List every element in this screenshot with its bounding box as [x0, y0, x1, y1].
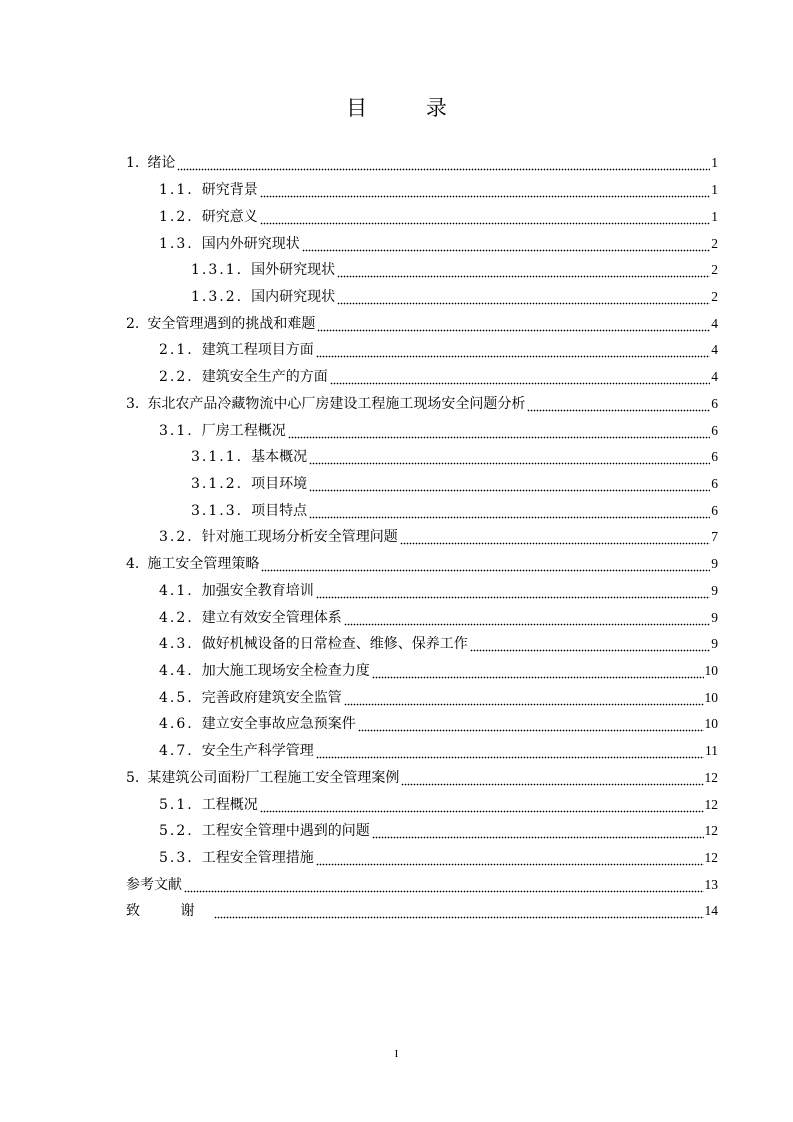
toc-entry-page: 12	[704, 796, 718, 812]
toc-entry[interactable]	[126, 631, 718, 658]
toc-entry[interactable]	[126, 444, 718, 471]
toc-entry-number: 3.2.	[159, 529, 194, 546]
toc-entry-title	[126, 395, 527, 413]
toc-dot-leader	[470, 637, 711, 655]
toc-entry[interactable]	[126, 177, 718, 204]
toc-entry[interactable]	[126, 845, 718, 872]
toc-entry-page: 13	[704, 876, 718, 892]
toc-entry-text: 建筑安全生产的方面	[201, 369, 328, 386]
toc-entry-number: 5.1.	[159, 796, 194, 813]
toc-entry-title	[159, 796, 260, 814]
toc-entry-page: 6	[711, 449, 718, 465]
toc-entry-text: 项目环境	[251, 475, 308, 492]
toc-entry[interactable]	[126, 337, 718, 364]
toc-entry-text: 国内外研究现状	[201, 235, 300, 252]
toc-dot-leader	[316, 744, 704, 762]
toc-entry-title	[159, 235, 302, 253]
toc-entry-title	[191, 448, 309, 466]
toc-entry-page: 10	[704, 663, 718, 679]
toc-entry-number: 1.1.	[159, 182, 194, 199]
toc-dot-leader	[344, 611, 711, 629]
toc-dot-leader	[400, 530, 711, 548]
toc-entry-text: 研究意义	[201, 208, 258, 225]
toc-entry-text: 安全管理遇到的挑战和难题	[147, 315, 316, 332]
toc-dot-leader	[337, 290, 710, 308]
toc-dot-leader	[372, 824, 704, 842]
toc-entry-title	[159, 662, 372, 680]
toc-entry-page: 4	[711, 315, 718, 331]
toc-entry-text: 完善政府建筑安全监管	[201, 689, 342, 706]
toc-dot-leader	[372, 664, 704, 682]
toc-entry[interactable]	[126, 203, 718, 230]
toc-entry-page: 2	[711, 262, 718, 278]
toc-entry-title	[159, 181, 260, 199]
toc-entry-number: 4.2.	[159, 609, 194, 626]
toc-entry-number: 4.3.	[159, 636, 194, 653]
toc-entry[interactable]	[126, 684, 718, 711]
toc-entry-number: 3.	[126, 395, 140, 412]
toc-entry-text: 工程概况	[201, 796, 258, 813]
toc-entry[interactable]	[126, 818, 718, 845]
toc-dot-leader	[344, 691, 704, 709]
toc-entry-title	[126, 555, 261, 573]
toc-entry-text: 基本概况	[251, 449, 308, 466]
toc-entry-title	[191, 502, 309, 520]
toc-dot-leader	[330, 370, 711, 388]
toc-entry[interactable]	[126, 390, 718, 417]
toc-dot-leader	[184, 878, 704, 896]
toc-entry-text: 施工安全管理策略	[147, 556, 260, 573]
toc-entry-number: 4.5.	[159, 689, 194, 706]
toc-entry-number: 4.1.	[159, 582, 194, 599]
toc-dot-leader	[177, 156, 710, 174]
toc-entry-number: 2.2.	[159, 369, 194, 386]
toc-entry-title	[159, 849, 316, 867]
toc-entry-number: 3.1.	[159, 422, 194, 439]
toc-entry-page: 9	[711, 582, 718, 598]
toc-entry-page: 6	[711, 502, 718, 518]
toc-entry-page: 1	[711, 182, 718, 198]
toc-entry-text: 国外研究现状	[251, 262, 336, 279]
toc-dot-leader	[401, 771, 703, 789]
toc-dot-leader	[214, 904, 703, 922]
toc-entry-page: 9	[711, 609, 718, 625]
toc-entry-number: 3.1.3.	[191, 502, 244, 519]
toc-entry-title	[159, 341, 316, 359]
toc-entry-number: 5.	[126, 769, 140, 786]
toc-dot-leader	[309, 450, 710, 468]
toc-entry[interactable]	[126, 284, 718, 311]
toc-entry-page: 10	[704, 689, 718, 705]
toc-entry-text: 建立安全事故应急预案件	[201, 716, 356, 733]
toc-entry-page: 14	[704, 903, 718, 919]
toc-dot-leader	[337, 263, 710, 281]
toc-entry-title	[159, 689, 344, 707]
toc-entry-page: 1	[711, 155, 718, 171]
toc-entry-number: 2.	[126, 315, 140, 332]
toc-entry[interactable]	[126, 551, 718, 578]
toc-dot-leader	[260, 798, 704, 816]
toc-entry-number: 1.2.	[159, 208, 194, 225]
toc-entry-page: 9	[711, 556, 718, 572]
toc-entry-number: 1.3.1.	[191, 262, 244, 279]
toc-entry[interactable]	[126, 257, 718, 284]
toc-dot-leader	[261, 557, 710, 575]
toc-entry-page: 12	[704, 823, 718, 839]
toc-entry-page: 12	[704, 769, 718, 785]
toc-entry-number: 5.3.	[159, 850, 194, 867]
toc-entry-page: 1	[711, 208, 718, 224]
toc-entry-page: 11	[705, 743, 718, 759]
toc-entry-number: 1.	[126, 155, 140, 172]
toc-entry[interactable]	[126, 765, 718, 792]
toc-entry-number: 3.1.2.	[191, 475, 244, 492]
page-title: 目 录	[346, 96, 473, 120]
toc-entry-text: 参考文献	[126, 876, 182, 893]
toc-entry[interactable]	[126, 417, 718, 444]
toc-entry-title	[159, 609, 344, 627]
toc-entry-number: 3.1.1.	[191, 449, 244, 466]
toc-entry-title	[191, 261, 337, 279]
toc-entry[interactable]	[126, 524, 718, 551]
toc-entry-title	[159, 742, 316, 760]
toc-entry[interactable]	[126, 738, 718, 765]
toc-entry[interactable]	[126, 658, 718, 685]
toc-entry-number: 4.7.	[159, 743, 194, 760]
toc-entry-title	[159, 635, 470, 653]
toc-dot-leader	[309, 477, 710, 495]
toc-entry[interactable]	[126, 791, 718, 818]
toc-entry-page: 6	[711, 395, 718, 411]
toc-entry[interactable]	[126, 578, 718, 605]
toc-dot-leader	[316, 343, 711, 361]
toc-entry-page: 9	[711, 636, 718, 652]
toc-entry-title	[126, 876, 184, 894]
toc-dot-leader	[527, 397, 710, 415]
toc-dot-leader	[358, 717, 704, 735]
toc-entry-title	[159, 208, 260, 226]
toc-entry-text: 安全生产科学管理	[201, 743, 314, 760]
toc-dot-leader	[288, 424, 711, 442]
toc-entry-text: 项目特点	[251, 502, 308, 519]
toc-entry[interactable]	[126, 310, 718, 337]
toc-entry[interactable]	[126, 604, 718, 631]
toc-entry-page: 4	[711, 342, 718, 358]
toc-entry-text: 工程安全管理措施	[201, 850, 314, 867]
toc-entry-text: 研究背景	[201, 182, 258, 199]
toc-entry[interactable]	[126, 898, 718, 925]
toc-entry[interactable]	[126, 230, 718, 257]
toc-dot-leader	[260, 183, 711, 201]
toc-entry-page: 10	[704, 716, 718, 732]
toc-entry-page: 2	[711, 288, 718, 304]
toc-entry-number: 4.6.	[159, 716, 194, 733]
toc-entry-page: 6	[711, 475, 718, 491]
toc-entry-page: 4	[711, 369, 718, 385]
toc-entry-title	[159, 822, 372, 840]
toc-entry-title	[126, 154, 177, 172]
toc-entry-page: 2	[711, 235, 718, 251]
toc-entry-text: 国内研究现状	[251, 288, 336, 305]
toc-dot-leader	[260, 210, 711, 228]
toc-entry-text: 厂房工程概况	[201, 422, 286, 439]
toc-entry[interactable]	[126, 150, 718, 177]
table-of-contents	[126, 150, 718, 925]
toc-entry[interactable]	[126, 711, 718, 738]
toc-entry-title	[126, 315, 317, 333]
toc-entry-text: 加大施工现场安全检查力度	[201, 663, 370, 680]
toc-entry-title	[159, 368, 330, 386]
toc-entry-title	[159, 528, 400, 546]
toc-entry-text: 某建筑公司面粉厂工程施工安全管理案例	[147, 769, 400, 786]
toc-entry-text: 建立有效安全管理体系	[201, 609, 342, 626]
toc-entry-title	[126, 769, 401, 787]
page-number: I	[394, 1048, 399, 1060]
toc-entry-page: 12	[704, 850, 718, 866]
toc-entry-number: 4.	[126, 556, 140, 573]
toc-entry-title	[191, 288, 337, 306]
toc-entry-number: 1.3.	[159, 235, 194, 252]
toc-entry-number: 5.2.	[159, 823, 194, 840]
toc-entry-text: 针对施工现场分析安全管理问题	[201, 529, 398, 546]
toc-entry-text: 加强安全教育培训	[201, 582, 314, 599]
toc-dot-leader	[316, 851, 704, 869]
toc-entry-number: 4.4.	[159, 663, 194, 680]
toc-dot-leader	[316, 584, 711, 602]
toc-entry-number: 2.1.	[159, 342, 194, 359]
toc-dot-leader	[317, 317, 710, 335]
toc-entry-text: 致 谢	[126, 903, 213, 920]
toc-entry-title	[191, 475, 309, 493]
toc-dot-leader	[302, 237, 711, 255]
toc-entry-page: 6	[711, 422, 718, 438]
toc-entry[interactable]	[126, 497, 718, 524]
toc-entry-text: 东北农产品冷藏物流中心厂房建设工程施工现场安全问题分析	[147, 395, 526, 412]
toc-entry[interactable]	[126, 871, 718, 898]
toc-entry-title	[159, 422, 288, 440]
toc-entry-number: 1.3.2.	[191, 288, 244, 305]
toc-entry-text: 工程安全管理中遇到的问题	[201, 823, 370, 840]
toc-entry-page: 7	[711, 529, 718, 545]
toc-entry-title	[126, 902, 214, 920]
toc-entry-text: 建筑工程项目方面	[201, 342, 314, 359]
toc-entry[interactable]	[126, 471, 718, 498]
toc-entry-text: 做好机械设备的日常检查、维修、保养工作	[201, 636, 468, 653]
toc-entry-title	[159, 582, 316, 600]
toc-dot-leader	[309, 504, 710, 522]
toc-entry-title	[159, 715, 358, 733]
toc-entry[interactable]	[126, 364, 718, 391]
toc-entry-text: 绪论	[147, 155, 176, 172]
